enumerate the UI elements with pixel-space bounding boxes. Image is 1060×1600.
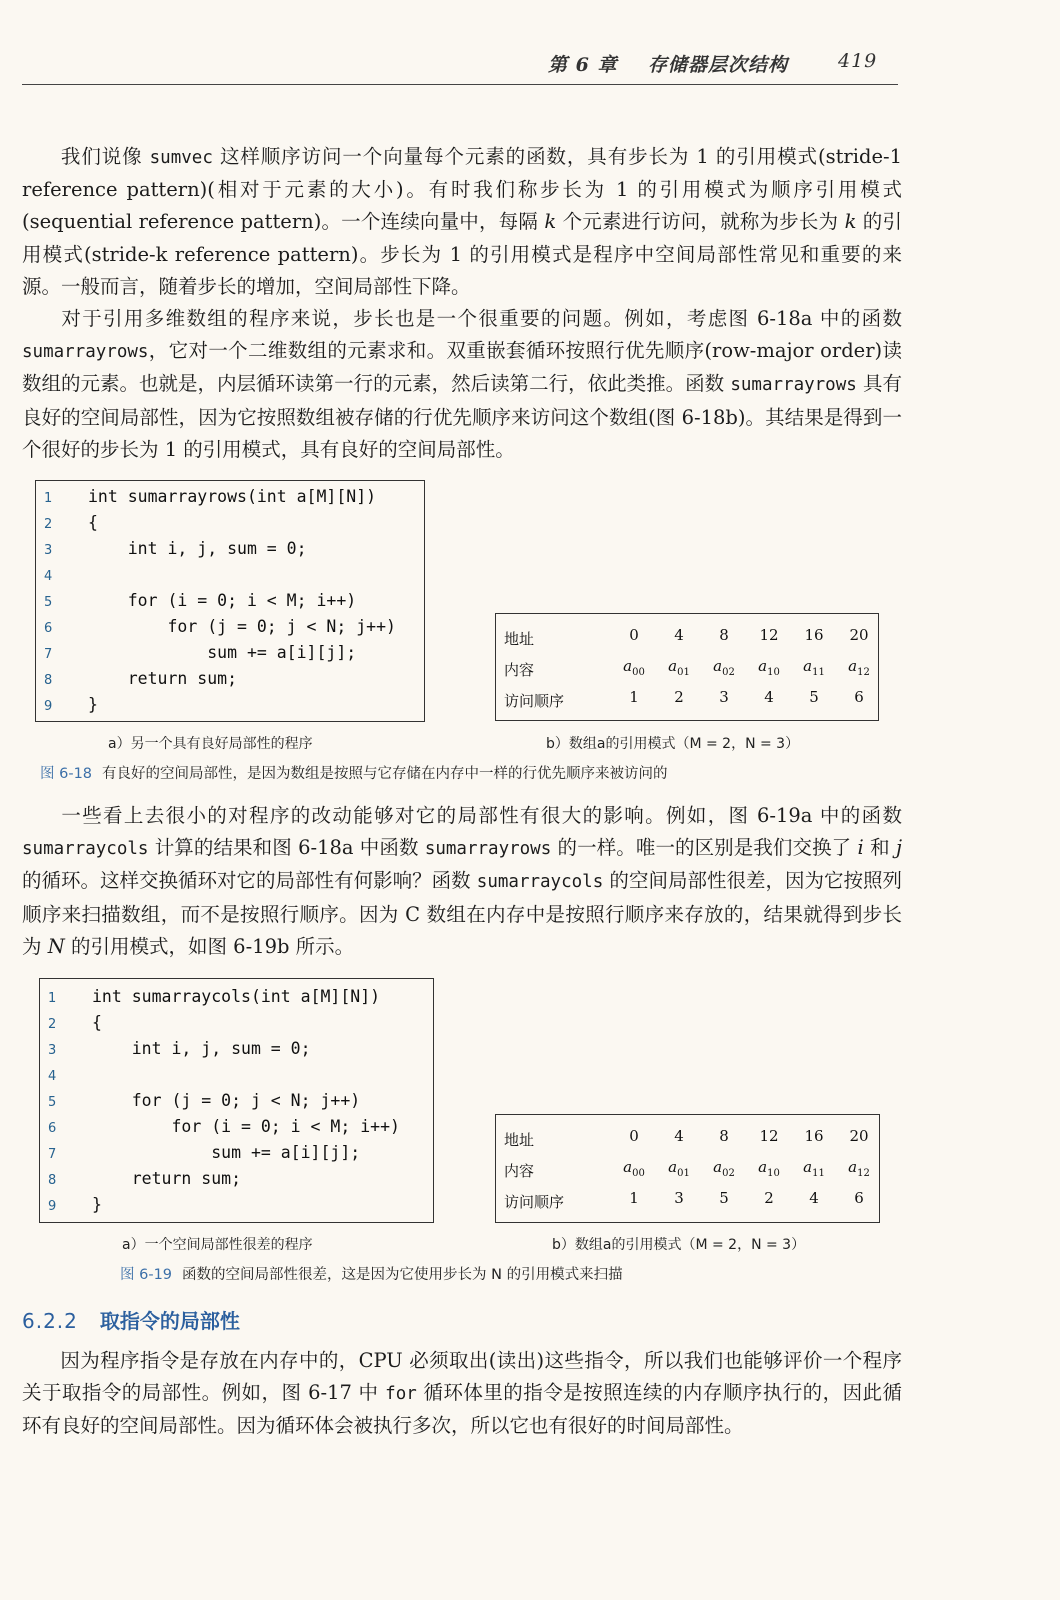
math-var: k <box>544 210 557 234</box>
line-number: 2 <box>48 1017 57 1032</box>
content-cell <box>614 657 654 678</box>
subcaption-b: b）数组a的引用模式（M = 2，N = 3） <box>552 1237 806 1253</box>
order-cell: 5 <box>719 1189 729 1207</box>
address-cell: 0 <box>629 1127 639 1145</box>
line-number: 7 <box>44 647 53 662</box>
address-cell: 8 <box>719 626 729 644</box>
address-cell: 20 <box>849 626 869 644</box>
paragraph-multidim-arrays <box>22 303 902 466</box>
text: 的循环。这样交换循环对它的局部性有何影响？函数 <box>22 869 477 893</box>
var-sub: 02 <box>722 667 735 678</box>
var-sub: 01 <box>677 1168 690 1179</box>
text: 对于引用多维数组的程序来说，步长也是一个很重要的问题。例如，考虑图 6-18a 中的函数 <box>60 307 902 330</box>
line-number: 4 <box>48 1069 57 1084</box>
var-base: a <box>713 1158 723 1176</box>
text: 这样顺序访问一个向量每个元素的函数，具有步长为 1 的引用模式(stride-1 reference pattern)(相对于元素的大小)。有时我们称步长为 1 的引用模式为顺序引用模式(sequential reference pattern)。一个连续向量中，每隔 <box>22 145 902 234</box>
inline-code: sumarraycols <box>22 839 149 860</box>
text: ，它对一个二维数组的元素求和。双重嵌套循环按照行优先顺序(row-major order)读数组的元素。也就是，内层循环读第一行的元素，然后读第二行，依此类推。函数 <box>22 339 902 396</box>
order-cell: 2 <box>674 688 684 706</box>
inline-code: sumarraycols <box>476 872 604 893</box>
code-line: return sum; <box>88 669 238 688</box>
code-line: sum += a[i][j]; <box>92 1143 361 1162</box>
code-line: for (i = 0; i < M; i++) <box>92 1117 400 1136</box>
address-cell: 4 <box>674 1127 684 1145</box>
row-label-contents: 内容 <box>504 1162 535 1180</box>
memory-reference-table-6-19 <box>495 1114 880 1223</box>
address-cell: 16 <box>804 1127 824 1145</box>
order-cell: 4 <box>809 1189 819 1207</box>
var-base: a <box>668 1158 678 1176</box>
order-cell: 2 <box>764 1189 774 1207</box>
var-base: a <box>623 657 633 675</box>
var-sub: 12 <box>857 1168 870 1179</box>
row-label-access-order: 访问顺序 <box>504 692 565 710</box>
content-cell <box>839 657 879 678</box>
content-cell <box>749 657 789 678</box>
address-cell: 12 <box>759 1127 779 1145</box>
header-rule <box>22 84 898 85</box>
inline-code: sumarrayrows <box>730 375 857 396</box>
content-cell <box>659 657 699 678</box>
code-line: { <box>92 1013 102 1032</box>
code-line: int sumarrayrows(int a[M][N]) <box>88 487 377 506</box>
order-cell: 4 <box>764 688 774 706</box>
text: 循环体里的指令是按照连续的内存顺序执行的，因此循环有良好的空间局部性。因为循环体会被执行多次，所以它也有很好的时间局部性。 <box>22 1381 902 1438</box>
code-line: for (i = 0; i < M; i++) <box>88 591 357 610</box>
line-number: 4 <box>44 569 53 584</box>
row-label-contents: 内容 <box>504 661 535 679</box>
var-sub: 10 <box>767 1168 780 1179</box>
subcaption-a: a）一个空间局部性很差的程序 <box>122 1237 313 1253</box>
line-number: 7 <box>48 1147 57 1162</box>
math-var: k <box>844 210 857 234</box>
var-base: a <box>803 1158 813 1176</box>
content-cell <box>839 1158 879 1179</box>
paragraph-instruction-locality <box>22 1345 902 1443</box>
page-number: 419 <box>838 50 878 72</box>
code-line: for (j = 0; j < N; j++) <box>92 1091 361 1110</box>
code-line: return sum; <box>92 1169 242 1188</box>
inline-code: sumvec <box>149 148 213 168</box>
line-number: 3 <box>48 1043 57 1058</box>
row-label-address: 地址 <box>504 630 535 648</box>
section-number: 6.2.2 <box>22 1309 78 1333</box>
line-number: 1 <box>44 491 53 506</box>
content-cell <box>659 1158 699 1179</box>
line-number: 5 <box>44 595 53 610</box>
var-base: a <box>848 657 858 675</box>
var-sub: 12 <box>857 667 870 678</box>
math-var: j <box>895 836 902 860</box>
paragraph-sumarraycols <box>22 800 902 963</box>
text: 我们说像 <box>60 145 150 168</box>
var-base: a <box>713 657 723 675</box>
line-number: 5 <box>48 1095 57 1110</box>
text: 因为程序指令是存放在内存中的，CPU 必须取出(读出)这些指令，所以我们也能够评价一个程序关于取指令的局部性。例如，图 6-17 中 <box>22 1349 902 1405</box>
math-var: i <box>857 836 864 860</box>
var-base: a <box>623 1158 633 1176</box>
var-base: a <box>668 657 678 675</box>
code-line: { <box>88 513 98 532</box>
text: 具有良好的空间局部性，因为它按照数组被存储的行优先顺序来访问这个数组(图 6-18b)。其结果是得到一个很好的步长为 1 的引用模式，具有良好的空间局部性。 <box>22 372 903 461</box>
line-number: 2 <box>44 517 53 532</box>
var-sub: 00 <box>632 1168 645 1179</box>
address-cell: 16 <box>804 626 824 644</box>
var-sub: 11 <box>812 1168 825 1179</box>
text: 一些看上去很小的对程序的改动能够对它的局部性有很大的影响。例如，图 6-19a 中的函数 <box>60 804 902 827</box>
content-cell <box>614 1158 654 1179</box>
address-cell: 4 <box>674 626 684 644</box>
content-cell <box>794 657 834 678</box>
content-cell <box>749 1158 789 1179</box>
var-base: a <box>758 657 768 675</box>
code-line: } <box>92 1195 102 1214</box>
address-cell: 20 <box>849 1127 869 1145</box>
row-label-address: 地址 <box>504 1131 535 1149</box>
subcaption-b: b）数组a的引用模式（M = 2，N = 3） <box>546 736 800 752</box>
header-chapter: 第 6 章 <box>548 54 618 76</box>
code-line: for (j = 0; j < N; j++) <box>88 617 396 636</box>
code-line: int sumarraycols(int a[M][N]) <box>92 987 381 1006</box>
line-number: 6 <box>44 621 53 636</box>
line-number: 8 <box>48 1173 57 1188</box>
line-number: 6 <box>48 1121 57 1136</box>
code-line: sum += a[i][j]; <box>88 643 357 662</box>
order-cell: 6 <box>854 1189 864 1207</box>
text: 的一样。唯一的区别是我们交换了 <box>551 836 858 860</box>
figure-caption-text: 函数的空间局部性很差，这是因为它使用步长为 N 的引用模式来扫描 <box>182 1267 623 1283</box>
figure-number: 图 6-19 <box>120 1267 173 1283</box>
memory-reference-table-6-18 <box>495 613 879 721</box>
content-cell <box>794 1158 834 1179</box>
var-base: a <box>758 1158 768 1176</box>
var-sub: 10 <box>767 667 780 678</box>
text: 的引用模式(stride-k reference pattern)。步长为 1 的引用模式是程序中空间局部性常见和重要的来源。一般而言，随着步长的增加，空间局部性下降。 <box>22 210 902 298</box>
order-cell: 3 <box>674 1189 684 1207</box>
address-cell: 8 <box>719 1127 729 1145</box>
section-title: 取指令的局部性 <box>99 1309 240 1333</box>
content-cell <box>704 1158 744 1179</box>
address-cell: 12 <box>759 626 779 644</box>
code-line: int i, j, sum = 0; <box>92 1039 311 1058</box>
code-line: int i, j, sum = 0; <box>88 539 307 558</box>
code-listing-sumarraycols <box>39 978 434 1223</box>
math-var: N <box>47 934 65 958</box>
subcaption-a: a）另一个具有良好局部性的程序 <box>108 736 313 752</box>
section-heading <box>22 1305 240 1334</box>
order-cell: 3 <box>719 688 729 706</box>
code-listing-sumarrayrows <box>35 480 425 722</box>
order-cell: 1 <box>629 688 639 706</box>
figure-caption-6-18 <box>40 762 668 783</box>
line-number: 9 <box>44 699 53 714</box>
inline-code: sumarrayrows <box>22 342 149 363</box>
line-number: 3 <box>44 543 53 558</box>
order-cell: 5 <box>809 688 819 706</box>
figure-caption-6-19 <box>120 1263 623 1284</box>
text: 和 <box>863 836 896 860</box>
var-sub: 01 <box>677 667 690 678</box>
address-cell: 0 <box>629 626 639 644</box>
order-cell: 6 <box>854 688 864 706</box>
inline-code: sumarrayrows <box>424 839 552 860</box>
var-base: a <box>803 657 813 675</box>
var-sub: 00 <box>632 667 645 678</box>
var-sub: 11 <box>812 667 825 678</box>
line-number: 8 <box>44 673 53 688</box>
content-cell <box>704 657 744 678</box>
text: 的空间局部性很差，因为它按照列顺序来扫描数组，而不是按照行顺序。因为 C 数组在内存中是按照行顺序来存放的，结果就得到步长为 <box>22 869 902 958</box>
header-chapter-title: 存储器层次结构 <box>648 54 789 76</box>
order-cell: 1 <box>629 1189 639 1207</box>
line-number: 9 <box>48 1199 57 1214</box>
var-sub: 02 <box>722 1168 735 1179</box>
text: 的引用模式，如图 6-19b 所示。 <box>64 934 355 958</box>
figure-caption-text: 有良好的空间局部性，是因为数组是按照与它存储在内存中一样的行优先顺序来被访问的 <box>102 766 668 782</box>
inline-code: for <box>385 1384 417 1405</box>
line-number: 1 <box>48 991 57 1006</box>
row-label-access-order: 访问顺序 <box>504 1193 565 1211</box>
code-line: } <box>88 695 98 714</box>
text: 个元素进行访问，就称为步长为 <box>556 210 845 234</box>
paragraph-stride-intro <box>22 141 902 303</box>
text: 计算的结果和图 6-18a 中函数 <box>148 836 425 860</box>
figure-number: 图 6-18 <box>40 766 93 782</box>
var-base: a <box>848 1158 858 1176</box>
